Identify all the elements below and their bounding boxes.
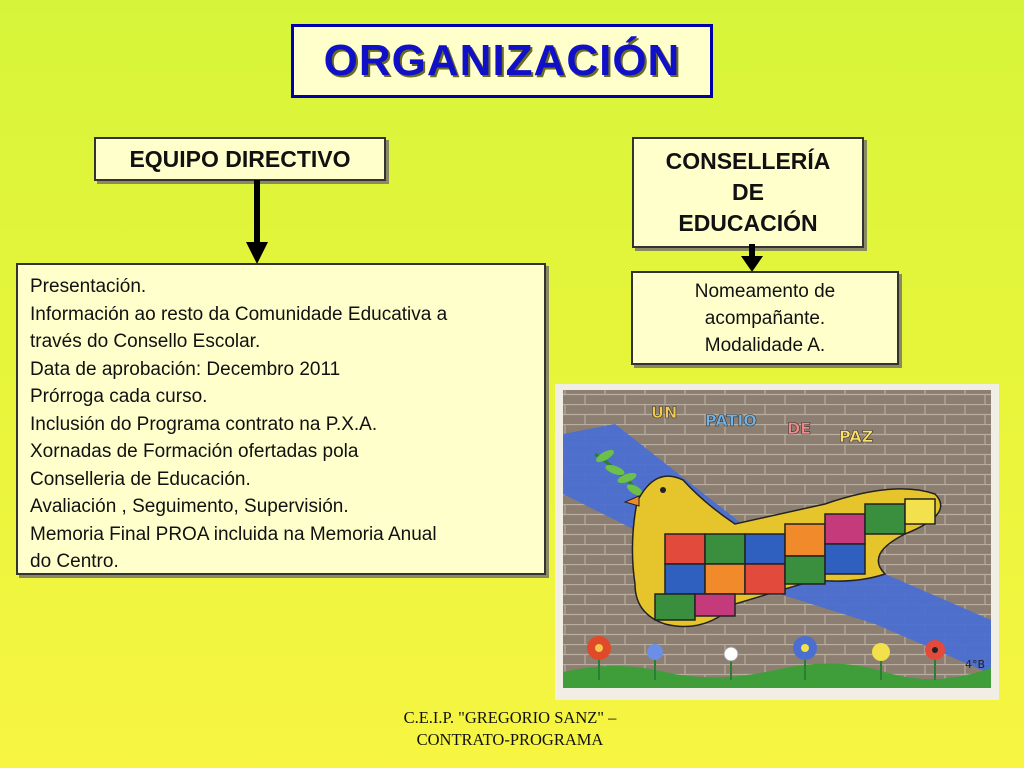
equipo-directivo-label: EQUIPO DIRECTIVO [129,145,351,172]
actions-list [16,263,546,575]
list-item: Información ao resto da Comunidade Educativa a [30,303,448,325]
drawing-caption-word: UN [651,403,678,422]
list-item: Data de aprobación: Decembro 2011 [30,358,341,380]
equipo-directivo-box [94,137,386,181]
drawing-caption-word: PAZ [839,427,874,446]
footer [340,707,680,751]
list-item: Prórroga cada curso. [30,386,208,407]
down-arrow-left [244,180,270,266]
nomeamento-line-3: Modalidade A. [704,334,826,356]
title-box [291,24,713,98]
drawing-caption-word: PATIO [705,411,757,430]
peace-dove-drawing [555,384,999,700]
list-item: Conselleria de Educación. [30,468,251,490]
footer-line-1: C.E.I.P. "GREGORIO SANZ" – [403,708,617,727]
conselleria-line-1: CONSELLERÍA [665,148,831,174]
list-item: Presentación. [30,276,147,297]
drawing-caption-word: DE [787,419,812,438]
list-item: Inclusión do Programa contrato na P.X.A. [30,413,378,435]
conselleria-line-3: EDUCACIÓN [678,210,818,236]
nomeamento-line-2: acompañante. [704,307,826,329]
list-item: través do Consello Escolar. [30,331,261,352]
conselleria-line-2: DE [732,179,764,205]
nomeamento-line-1: Nomeamento de [694,280,836,302]
drawing-corner-mark: 4°B [965,658,986,671]
nomeamento-box [631,271,899,365]
footer-line-2: CONTRATO-PROGRAMA [416,730,604,749]
down-arrow-right [739,244,765,274]
page-title: ORGANIZACIÓN [323,36,681,85]
list-item: Xornadas de Formación ofertadas pola [30,441,359,462]
list-item: Avaliación , Seguimento, Supervisión. [30,496,349,517]
conselleria-box [632,137,864,248]
list-item: Memoria Final PROA incluida na Memoria Anual [30,523,437,545]
list-item: do Centro. [30,551,119,572]
